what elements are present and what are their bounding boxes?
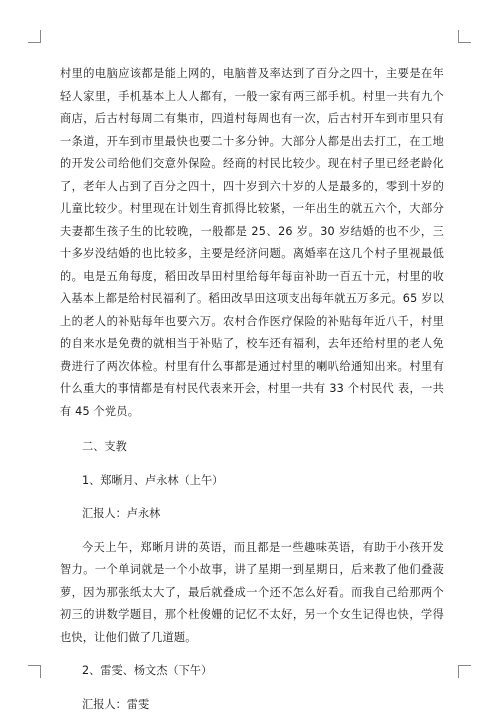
body-paragraph: 今天上午，郑晰月讲的英语，而且都是一些趣味英语，有助于小孩开发智力。一个单词就是一个小故事，讲了星期一到星期日，后来教了他们叠菠萝，因为那张纸太大了，最后就叠成一个还不怎么好看。而我自己给那两个初三的讲数学题目，那个杜俊姗的记忆不太好，另一个女生记得也快，学得也快，让他们做了几道题。 <box>60 537 444 650</box>
crop-mark-bottom-left <box>28 665 41 678</box>
reporter-line: 汇报人：雷雯 <box>60 694 444 716</box>
crop-mark-bottom-right <box>458 665 471 678</box>
subsection-title: 2、雷雯、杨文杰（下午） <box>60 660 444 683</box>
body-paragraph: 村里的电脑应该都是能上网的，电脑普及率达到了百分之四十，主要是在年轻人家里，手机基本上人人都有，一般一家有两三部手机。村里一共有九个商店，后古村每周二有集市，四道村每周也有一次，后古村开车到市里只有一条道，开车到市里最快也要二十多分钟。大部分人都是出去打工，在工地的开发公司给他们交意外保险。经商的村民比较少。现在村子里已经老龄化了，老年人占到了百分之四十，四十岁到六十岁的人是最多的，零到十岁的儿童比较少。村里现在计划生育抓得比较紧，一年出生的就五六个，大部分夫妻都生孩子生的比较晚，一般都是 25、26 岁。30 岁结婚的也不少，三十多岁没结婚的也比较多，主要是经济问题。离婚率在这几个村子里视最低的。电是五角每度，稻田改旱田村里给每年每亩补助一百五十元，村里的收入基本上都是给村民福利了。稻田改旱田这项支出每年就五万多元。65 岁以上的老人的补贴每年也要六万。农村合作医疗保险的补贴每年近八千，村里的自来水是免费的就相当于补贴了，校车还有福利，去年还给村里的老人免费进行了两次体检。村里有什么事都是通过村里的喇叭给通知出来。村里有什么重大的事情都是有村民代表来开会，村里一共有 33 个村民代 表，一共有 45 个党员。 <box>60 63 444 423</box>
page-content <box>60 63 444 716</box>
reporter-line: 汇报人：卢永林 <box>60 503 444 526</box>
crop-mark-top-left <box>28 30 41 43</box>
crop-mark-top-right <box>458 30 471 43</box>
section-heading: 二、支教 <box>60 436 444 459</box>
subsection-title: 1、郑晰月、卢永林（上午） <box>60 470 444 493</box>
